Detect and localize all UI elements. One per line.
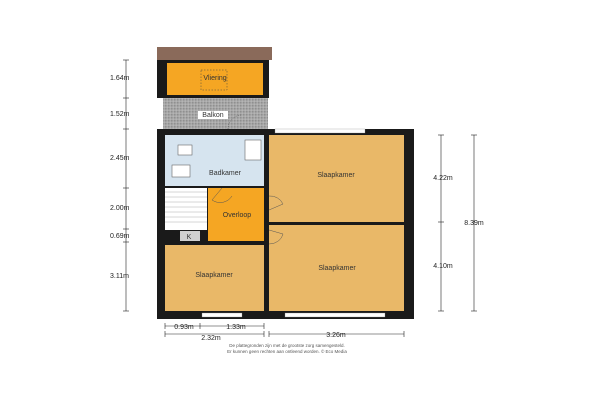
roof-edge [157,47,272,60]
dim-left-1: 1.64m [110,75,130,82]
slaapkamer-bottom-right-label: Slaapkamer [318,265,356,272]
slaapkamer-top-right-label: Slaapkamer [317,172,355,179]
slaapkamer-bottom-left-label: Slaapkamer [195,272,233,279]
dim-right-outer-label: 8.39m [464,220,484,227]
sink-icon [178,145,192,155]
window-top-right [275,129,365,133]
badkamer-label: Badkamer [209,170,241,177]
dim-bottom-133: 1.33m [226,324,246,331]
k-closet-label: K [186,234,192,241]
overloop-label: Overloop [222,212,252,219]
balkon-label: Balkon [202,112,224,119]
window-bottom-right [285,313,385,317]
dim-right-inner-2: 4.10m [433,263,453,270]
dim-right-inner [438,135,444,311]
dim-left-3: 2.45m [110,155,130,162]
footer-line-1: De plattegronden zijn met de grootste zorg samengesteld. [229,343,345,348]
vliering-label: Vliering [203,75,227,82]
dim-left-6: 3.11m [110,273,129,280]
toilet-icon [172,165,190,177]
dim-bottom-232: 2.32m [201,335,221,342]
shower-icon [245,140,261,160]
dim-left-2: 1.52m [110,111,130,118]
dim-right-inner-1: 4.22m [433,175,453,182]
stairs [165,188,207,230]
dim-left-5: 0.69m [110,233,130,240]
dim-left-4: 2.00m [110,205,130,212]
window-bottom-left [202,313,242,317]
dim-bottom-093: 0.93m [174,324,194,331]
footer-line-2: Er kunnen geen rechten aan ontleend worden. © Eco Media [227,349,347,354]
dim-bottom-326: 3.26m [326,332,346,339]
